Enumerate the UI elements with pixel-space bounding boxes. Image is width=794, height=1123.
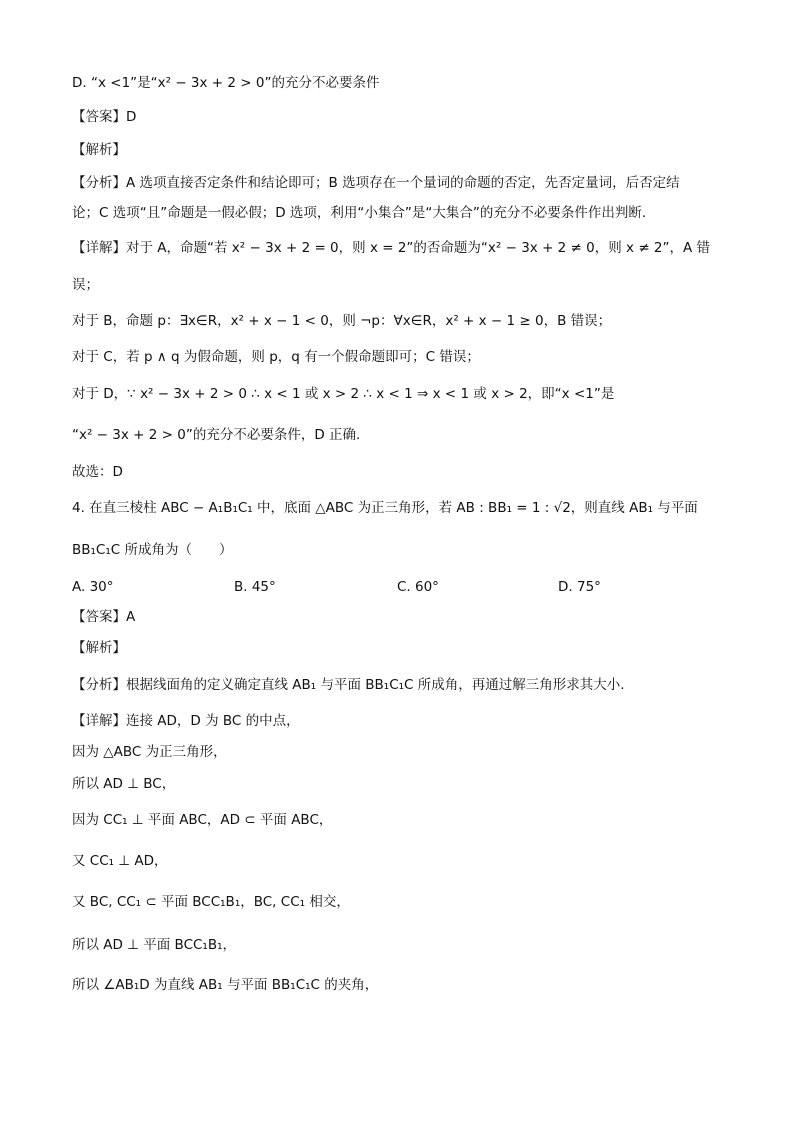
detail-2-line-8: 所以 ∠AB₁D 为直线 AB₁ 与平面 BB₁C₁C 的夹角，: [72, 977, 379, 993]
choice-b: B. 45°: [234, 579, 276, 595]
choice-d: D. 75°: [558, 579, 601, 595]
analysis-2: 【分析】根据线面角的定义确定直线 AB₁ 与平面 BB₁C₁C 所成角，再通过解三角形求其大小.: [72, 677, 625, 693]
choice-a: A. 30°: [72, 579, 114, 595]
detail-2-line-5: 又 CC₁ ⊥ AD，: [72, 853, 168, 869]
answer-label: 【答案】D: [72, 109, 137, 125]
analysis-line-1: 【分析】A 选项直接否定条件和结论即可；B 选项存在一个量词的命题的否定，先否定量词，后否定结: [72, 175, 680, 191]
detail-2-line-1: 【详解】连接 AD，D 为 BC 的中点，: [72, 713, 300, 729]
analysis-heading-2: 【解析】: [72, 640, 126, 656]
detail-2-line-3: 所以 AD ⊥ BC，: [72, 776, 176, 792]
detail-d-2: “x² − 3x + 2 > 0”的充分不必要条件，D 正确.: [72, 427, 361, 443]
detail-2-line-7: 所以 AD ⊥ 平面 BCC₁B₁，: [72, 937, 237, 953]
detail-c: 对于 C，若 p ∧ q 为假命题，则 p，q 有一个假命题即可；C 错误；: [72, 349, 480, 365]
detail-d-1: 对于 D，∵ x² − 3x + 2 > 0 ∴ x < 1 或 x > 2 ∴ x < 1 ⇒ x < 1 或 x > 2，即“x <1”是: [72, 386, 615, 402]
detail-2-line-2: 因为 △ABC 为正三角形，: [72, 744, 227, 760]
detail-line-1: 【详解】对于 A，命题“若 x² − 3x + 2 = 0，则 x = 2”的否命题为“x² − 3x + 2 ≠ 0，则 x ≠ 2”，A 错: [72, 240, 711, 256]
analysis-line-2: 论；C 选项“且”命题是一假必假；D 选项，利用“小集合”是“大集合”的充分不必要条件作出判断.: [72, 205, 647, 221]
option-d-text: D. “x <1”是“x² − 3x + 2 > 0”的充分不必要条件: [72, 75, 380, 91]
choice-c: C. 60°: [397, 579, 439, 595]
detail-2-line-6: 又 BC, CC₁ ⊂ 平面 BCC₁B₁，BC, CC₁ 相交，: [72, 894, 350, 910]
analysis-heading: 【解析】: [72, 142, 126, 158]
question-4-line-1: 4. 在直三棱柱 ABC − A₁B₁C₁ 中，底面 △ABC 为正三角形，若 AB : BB₁ = 1 : √2，则直线 AB₁ 与平面: [72, 500, 698, 516]
detail-b: 对于 B，命题 p：∃x∈R，x² + x − 1 < 0，则 ¬p：∀x∈R，x² + x − 1 ≥ 0，B 错误；: [72, 313, 612, 329]
choose-answer: 故选：D: [72, 464, 123, 480]
question-4-line-2: BB₁C₁C 所成角为（ ）: [72, 542, 233, 558]
detail-2-line-4: 因为 CC₁ ⊥ 平面 ABC，AD ⊂ 平面 ABC，: [72, 812, 333, 828]
answer-label-2: 【答案】A: [72, 609, 136, 625]
detail-line-2: 误；: [72, 277, 99, 293]
